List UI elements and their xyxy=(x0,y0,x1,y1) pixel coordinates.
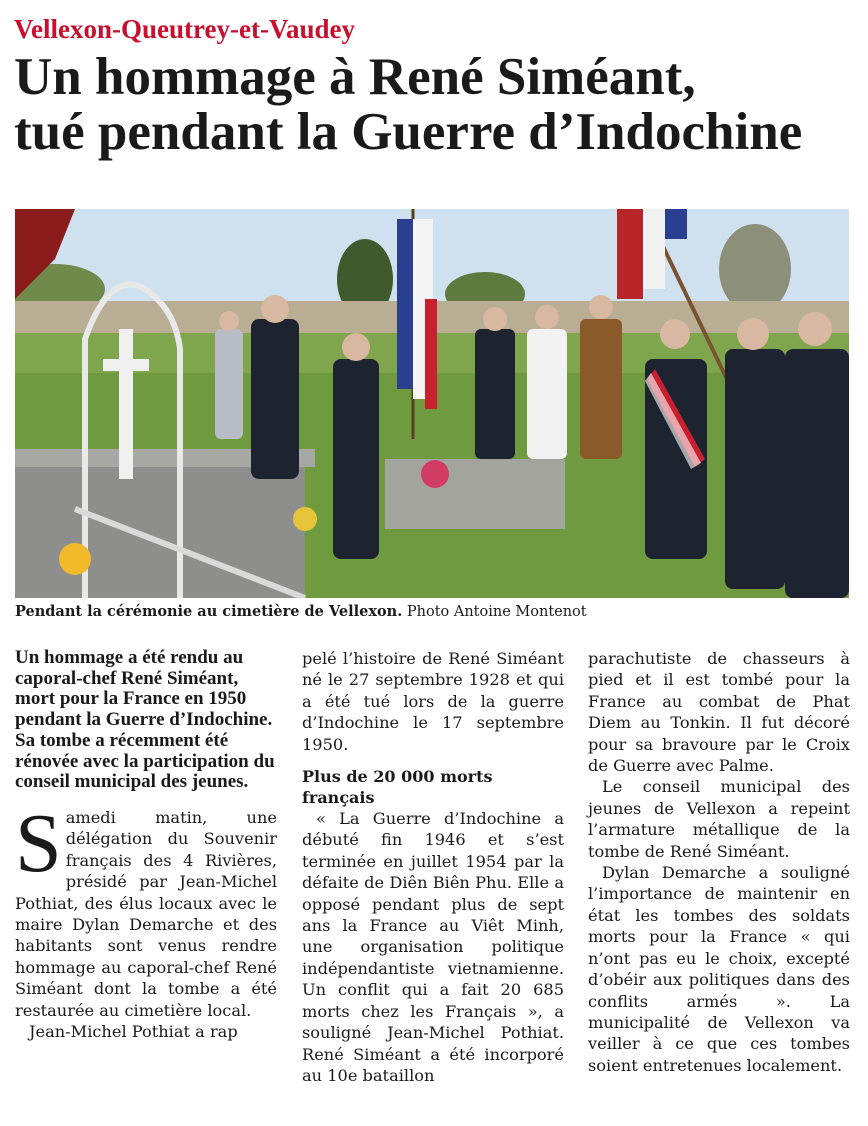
headline-line-2: tué pendant la Guerre d’Indochine xyxy=(14,103,803,161)
article-paragraph-2-continued: pelé l’histoire de René Siméant né le 27 septembre 1928 et qui a été tué lors de la guerre d’Indochine le 17 septembre 1950. xyxy=(302,649,564,754)
headline-line-1: Un hommage à René Siméant, xyxy=(14,48,696,106)
ceremony-photo xyxy=(15,209,849,598)
article-paragraph-3: « La Guerre d’Indochine a débuté fin 1946 et s’est terminée en juillet 1954 par la défaite de Diên Biên Phu. Elle a opposé pendant plus de sept ans la France au Viêt Minh, une organisation politique indépendantiste vietnamienne. Un conflit qui a fait 20 685 morts chez les Français », a souligné Jean-Michel Pothiat. René Siméant a été incorporé au 10e bataillon xyxy=(302,809,564,1085)
article-headline xyxy=(14,50,859,160)
article-paragraph-1 xyxy=(15,796,277,1021)
caption-text: Pendant la cérémonie au cimetière de Vellexon. xyxy=(15,603,403,620)
article-subhead: Plus de 20 000 morts français xyxy=(302,767,493,808)
article-paragraph-2: Jean-Michel Pothiat a rap xyxy=(29,1021,238,1041)
photo-credit: Photo Antoine Montenot xyxy=(406,604,587,620)
section-kicker: Vellexon-Queutrey-et-Vaudey xyxy=(14,14,355,44)
article-paragraph-4: Le conseil municipal des jeunes de Vellexon a repeint l’armature métallique de la tombe de René Siméant. xyxy=(588,777,850,861)
paragraph-1-text: amedi matin, une délégation du Souvenir français des 4 Rivières, présidé par Jean-Michel Pothiat, des élus locaux avec le maire Dylan Demarche et des habitants sont venus rendre hommage au caporal-chef René Siméant dont la tombe a été restaurée au cimetière local. xyxy=(15,807,277,1020)
article-column-2 xyxy=(302,648,564,1086)
ceremony-photo-illustration xyxy=(15,209,849,598)
photo-caption xyxy=(15,603,587,620)
article-paragraph-3-continued: parachutiste de chasseurs à pied et il est tombé pour la France au combat de Phat Diem au Tonkin. Il fut décoré pour sa bravoure par le Croix de Guerre avec Palme. xyxy=(588,649,850,776)
drop-cap: S xyxy=(15,796,62,890)
article-column-1 xyxy=(15,648,277,1042)
article-column-3 xyxy=(588,648,850,1076)
article-lead: Un hommage a été rendu au caporal-chef René Siméant, mort pour la France en 1950 pendant la Guerre d’Indochine. Sa tombe a récemment été rénovée avec la participation du conseil municipal des jeunes. xyxy=(15,647,275,793)
article-paragraph-5: Dylan Demarche a souligné l’importance de maintenir en état les tombes des soldats morts pour la France « qui n’ont pas eu le choix, excepté d’obéir aux politiques dans des conflits armés ». La municipalité de Vellexon va veiller à ce que ces tombes soient entretenues localement. xyxy=(588,863,850,1075)
